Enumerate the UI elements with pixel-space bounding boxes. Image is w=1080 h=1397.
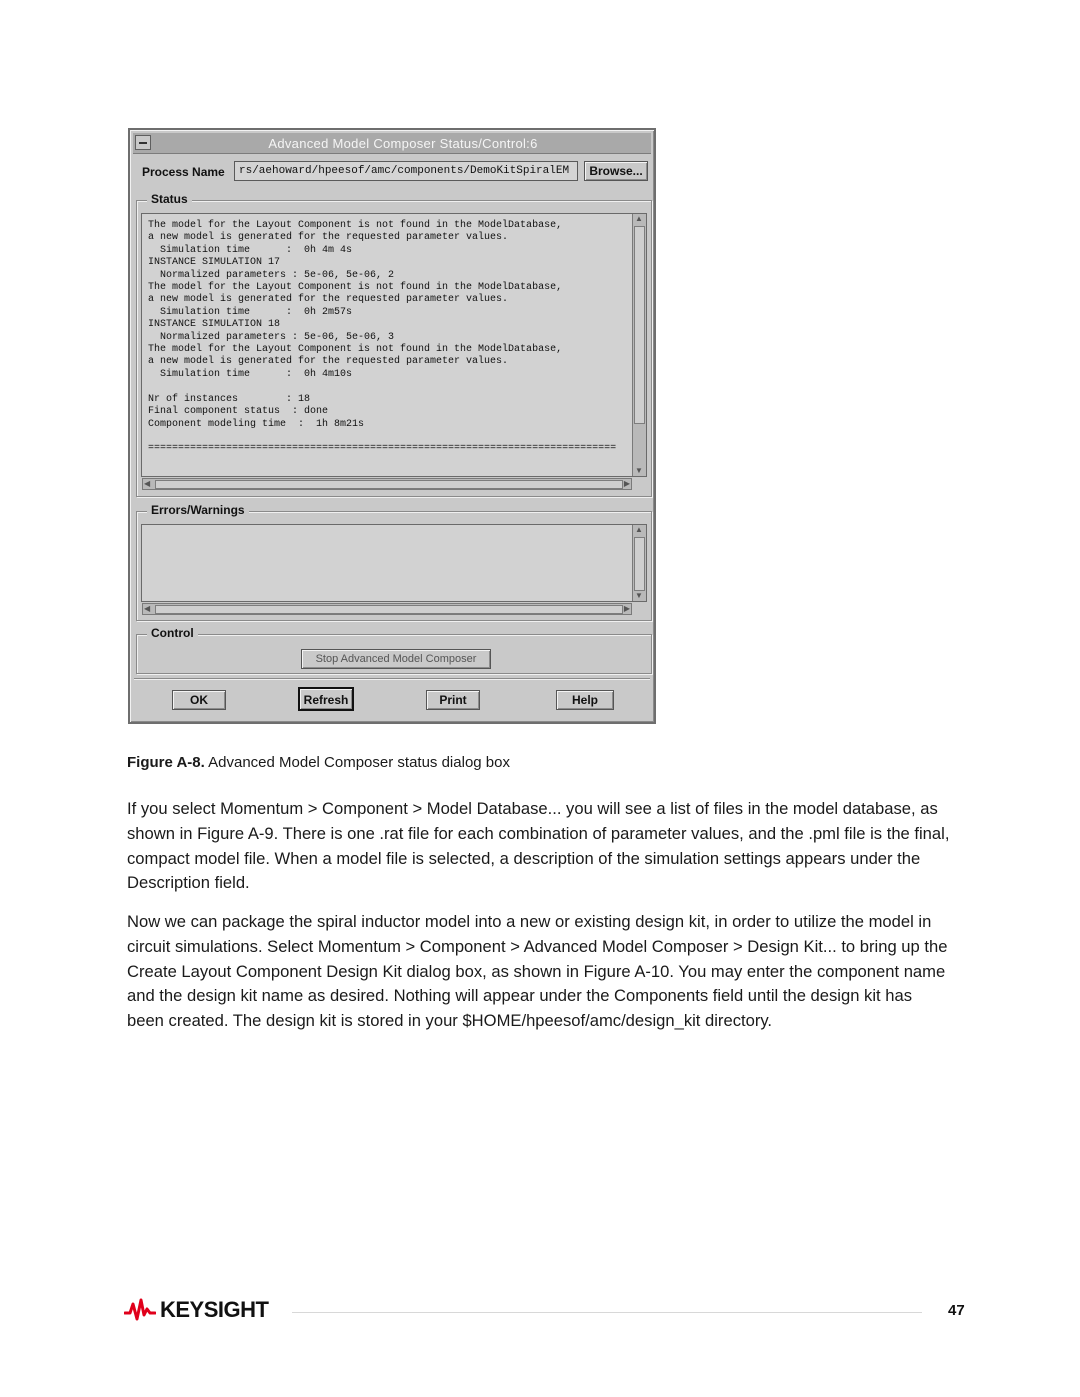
scroll-left-icon[interactable]: ◀ [144,604,151,613]
window-menu-icon[interactable] [135,135,151,150]
status-group-label: Status [147,192,192,206]
keysight-wave-icon [124,1297,156,1323]
button-separator [134,678,650,680]
process-name-label: Process Name [142,165,225,179]
figure-label: Figure A-8. [127,754,205,771]
errors-vertical-scrollbar[interactable] [632,525,646,601]
status-log-area[interactable] [141,213,647,488]
body-paragraph: Now we can package the spiral inductor model into a new or existing design kit, in order to utilize the model in circuit simulations. Select Momentum > Component > Advanced Model Composer > Design Kit... to bring up the Create Layout Component Design Kit dialog box, as shown in Figure A-10. You may enter the component name and the design kit name as desired. Nothing will appear under the Components field until the design kit has been created. The design kit is stored in your $HOME/hpeesof/amc/design_kit directory. [127,912,948,1031]
scroll-down-icon[interactable]: ▼ [635,466,643,475]
amc-status-dialog [128,128,656,724]
status-vertical-scrollbar[interactable] [632,214,646,476]
status-log-text: The model for the Layout Component is not found in the ModelDatabase, a new model is generated for the requested parameter values. Simulation time : 0h 4m 4s INSTANCE SIMULATION 17 Normalized parameters : 5e-06, 5e-06, 2 The model for the Layout Component is not found in the ModelDatabase, a new model is generated for the requested parameter values. Simulation time : 0h 2m57s INSTANCE SIMULATION 18 Normalized parameters : 5e-06, 5e-06, 3 The model for the Layout Component is not found in the ModelDatabase, a new model is generated for the requested parameter values. Simulation time : 0h 4m10s Nr of instances : 18 Final component status : done Component modeling time : 1h 8m21s ============================================================================== [148,220,617,455]
refresh-button[interactable]: Refresh [298,687,354,711]
control-group [136,626,652,674]
help-button[interactable]: Help [556,690,614,710]
status-group [136,192,652,497]
footer-rule [292,1312,922,1313]
status-hscroll-thumb[interactable] [155,480,623,489]
errors-hscroll-thumb[interactable] [155,605,623,614]
status-horizontal-scrollbar[interactable] [142,478,632,490]
title-bar[interactable] [133,133,651,154]
errors-log-area[interactable] [141,524,647,613]
brand-name: KEYSIGHT [160,1297,269,1322]
stop-amc-button[interactable]: Stop Advanced Model Composer [301,649,491,669]
scroll-up-icon[interactable]: ▲ [635,214,643,223]
figure-caption-text: Advanced Model Composer status dialog box [204,754,510,771]
dialog-title: Advanced Model Composer Status/Control:6 [268,136,538,151]
process-name-field[interactable]: rs/aehoward/hpeesof/amc/components/DemoKitSpiralEM [234,161,578,181]
status-scroll-thumb[interactable] [634,226,645,424]
scroll-right-icon[interactable]: ▶ [623,604,630,613]
errors-warnings-label: Errors/Warnings [147,503,249,517]
control-group-label: Control [147,626,198,640]
print-button[interactable]: Print [426,690,480,710]
keysight-logo [124,1297,268,1323]
page-number: 47 [948,1302,965,1319]
errors-scroll-thumb[interactable] [634,537,645,591]
scroll-right-icon[interactable]: ▶ [623,479,630,488]
browse-button[interactable]: Browse... [584,161,648,181]
body-paragraph: If you select Momentum > Component > Model Database... you will see a list of files in the model database, as shown in Figure A-9. There is one .rat file for each combination of parameter values, and the .pml file is the final, compact model file. When a model file is selected, a description of the simulation settings appears under the Description field. [127,799,950,893]
ok-button[interactable]: OK [172,690,226,710]
scroll-up-icon[interactable]: ▲ [635,525,643,534]
scroll-left-icon[interactable]: ◀ [144,479,151,488]
errors-horizontal-scrollbar[interactable] [142,603,632,615]
errors-warnings-group [136,503,652,621]
scroll-down-icon[interactable]: ▼ [635,591,643,600]
figure-caption [127,754,510,771]
